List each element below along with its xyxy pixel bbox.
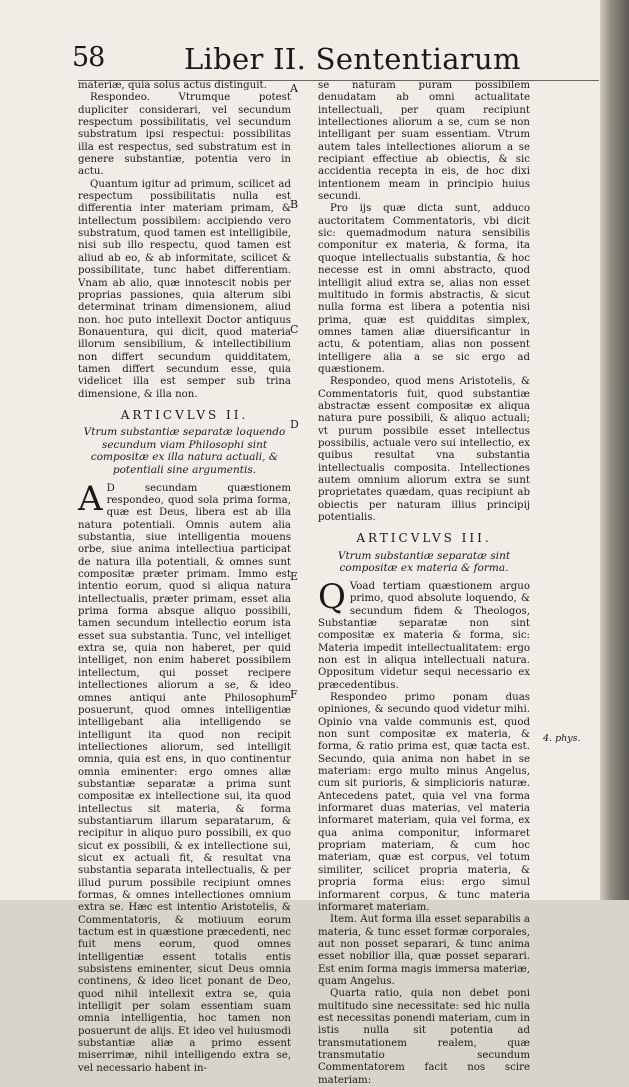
paragraph: Respondeo, quod mens Aristotelis, & Commentatoris fuit, quod substantiæ abstractæ essent compositæ ex aliqua natura pure possibili, & aliquo actuali; vt purum possibile esset intellectus possibilis, actuale vero sui intellectio, ex quibus resultat vna substantia intellectualis composita. Intellectiones autem omnium aliorum extra se sunt proprietates quædam, quas recipiunt ab obiectis per naturam illius principij potentialis. bbox=[318, 376, 530, 524]
paragraph: Item. Aut forma illa esset separabilis a materia, & tunc esset formæ corporales, aut non posset separari, & tunc anima esset nobilior illa, quæ posset separari. Est enim forma magis immersa materiæ, quam Angelus. bbox=[318, 914, 530, 987]
paragraph: se naturam puram possibilem denudatam ab omni actualitate intellectuali, per quam recipiunt intellectiones aliorum a se, cum se non intelligant per suam essentiam. Vtrum autem tales intellectiones aliorum a se recipiant effectiue ab obiectis, & sic accidentia recepta in eis, de hoc dixi intentionem meam in principio huius secundi. bbox=[318, 80, 530, 203]
paragraph: Respondeo primo ponam duas opiniones, & secundo quod videtur mihi. Opinio vna valde communis est, quod non sunt compositæ ex materia, & forma, & ratio prima est, quæ tacta est. Secundo, quia anima non habet in se materiam: ergo multo minus Angelus, cum sit purioris, & simplicioris naturæ. Antecedens patet, quia vel vna forma informaret duas materias, vel materia informaret materiam, quia vel forma, ex qua anima componitur, informaret propriam materiam, & cum hoc materiam, quæ est corpus, vel totum similiter, scilicet propria materia, & propria forma eius: ergo simul informarent corpus, & tunc materia informaret materiam. bbox=[318, 692, 530, 913]
paragraph: Quantum igitur ad primum, scilicet ad respectum possibilitatis nulla est differentia inter materiam primam, & intellectum possibilem: accipiendo vero substratum, quod tamen est intelligibile, nisi sub illo respectu, quod tamen est aliud ab eo, & ab informitate, scilicet & possibilitate, tunc habet differentiam. Vnam ab alio, quæ innotescit nobis per proprias passiones, quia alterum sibi determinat trinam dimensionem, aliud non. hoc puto intellexit Doctor antiquus Bonauentura, qui dicit, quod materia illorum sensibilium, & intellectibilium non differt secundum quidditatem, tamen differt secundum esse, quia videlicet illa est semper sub trina dimensione, & illa non. bbox=[78, 178, 291, 400]
paragraph: Quarta ratio, quia non debet poni multitudo sine necessitate: sed hic nulla est necessitas ponendi materiam, cum in istis nulla sit potentia ad transmutationem realem, quæ transmutatio secundum Commentatorem facit nos scire materiam: bbox=[318, 988, 530, 1086]
article-iii-question: Vtrum substantiæ separatæ sint compositæ ex materia & forma. bbox=[337, 549, 511, 575]
paragraph: materiæ, quia solus actus distinguit. bbox=[78, 80, 267, 91]
margin-letter-b: B bbox=[290, 198, 299, 211]
paragraph: Pro ijs quæ dicta sunt, adduco auctoritatem Commentatoris, vbi dicit sic: quemadmodum natura sensibilis componitur ex materia, & forma, ita quoque intellectualis substantia, & hoc necesse est in omni abstracto, quod intelligit aliud extra se, alias non esset multitudo in formis abstractis, & sicut nulla forma est libera a potentia nisi prima, quæ est quidditas simplex, omnes tamen aliæ diuersificantur in actu, & potentiam, alias non possent intelligere alia a se sic ergo ad quæstionem. bbox=[318, 203, 530, 375]
margin-note: 4. phys. bbox=[543, 733, 581, 744]
page-header bbox=[72, 42, 592, 82]
article-iii-text: Voad tertiam quæstionem arguo primo, quod absolute loquendo, & secundum fidem & Theologos, Substantiæ separatæ non sint compositæ ex materia & forma, sic: Materia impedit intellectualitatem: ergo non est in aliqua intellectuali natura. Oppositum videtur sequi necessario ex præcedentibus. bbox=[318, 580, 530, 691]
margin-letter-d: D bbox=[290, 418, 299, 431]
article-ii-question: Vtrum substantiæ separatæ loquendo secundum viam Philosophi sint compositæ ex illa natura actuali, & potentiali sine argumentis. bbox=[83, 426, 286, 477]
margin-letter-c: C bbox=[290, 323, 299, 336]
article-iii-first-paragraph bbox=[318, 576, 530, 692]
left-column bbox=[78, 80, 291, 1075]
article-iii-title: ARTICVLVS III. bbox=[356, 531, 492, 546]
article-ii-title: ARTICVLVS II. bbox=[120, 407, 249, 422]
margin-letter-f: F bbox=[290, 688, 298, 701]
paragraph: Respondeo. Vtrumque potest dupliciter considerari, vel secundum respectum possibilitatis, vel secundum substratum ipsi respectui: possibilitas illa est respectus, sed substratum est in genere substantiæ, potentia vero in actu. bbox=[78, 92, 291, 178]
running-title: Liber II. Sententiarum bbox=[184, 42, 521, 76]
drop-cap-letter: A bbox=[78, 478, 103, 519]
article-ii-text: D secundam quæstionem respondeo, quod sola prima forma, quæ est Deus, libera est ab illa natura potentiali. Omnis autem alia substantia, siue intelligentia mouens orbe, siue anima intellectiua participat de natura illa potentiali, & omnes sunt compositæ præter primam. Immo est intentio eorum, quod si aliqua natura intellectualis, præter primam, esset alia prima forma absque aliquo possibili, tamen secundum intellectio eorum ista esset sua substantia. Tunc, vel intelliget extra se, quia non haberet, per quid intelliget, non enim haberet possibilem intellectum, qui posset recipere intellectiones aliorum a se, & ideo omnes antiqui ante Philosophum posuerunt, quod omnes intelligentiæ intelligebant alia intelligendo se intelligunt ita quod non recipit intellectiones aliorum, sed intelligit omnia, quia est ens, in quo continentur omnia eminenter: ergo omnes aliæ substantiæ separatæ a prima sunt compositæ ex intellectione sui, ita quod intellectus sit materia, & forma substantiarum illarum separatarum, & recipitur in aliquo puro possibili, ex quo sicut ex possibili, & ex intellectione sui, sicut ex actuali fit, & resultat vna substantia separata intellectualis, & per illud purum possibile recipiunt omnes formas, & omnes intellectiones omnium extra se. Hæc est intentio Aristotelis, & Commentatoris, & motiuum eorum tactum est in quæstione præcedenti, nec fuit mens eorum, quod omnes intelligentiæ essent totalis entis subsistens eminenter, sicut Deus omnia continens, & ideo licet ponant de Deo, quod nihil intellexit extra se, quia intelligit per solam essentiam suam omnia intelligentia, hoc tamen non posuerunt de alijs. Et ideo vel huiusmodi substantiæ aliæ a primo essent miserrimæ, nihil intelligendo extra se, vel necessario habent in- bbox=[78, 482, 291, 1074]
margin-letter-a: A bbox=[290, 82, 298, 95]
right-column bbox=[318, 80, 530, 1087]
margin-letter-e: E bbox=[290, 570, 299, 583]
page-edge-shadow bbox=[600, 0, 629, 900]
page-number: 58 bbox=[72, 42, 105, 73]
article-ii-body bbox=[78, 478, 291, 1076]
drop-cap-letter: Q bbox=[318, 576, 346, 617]
